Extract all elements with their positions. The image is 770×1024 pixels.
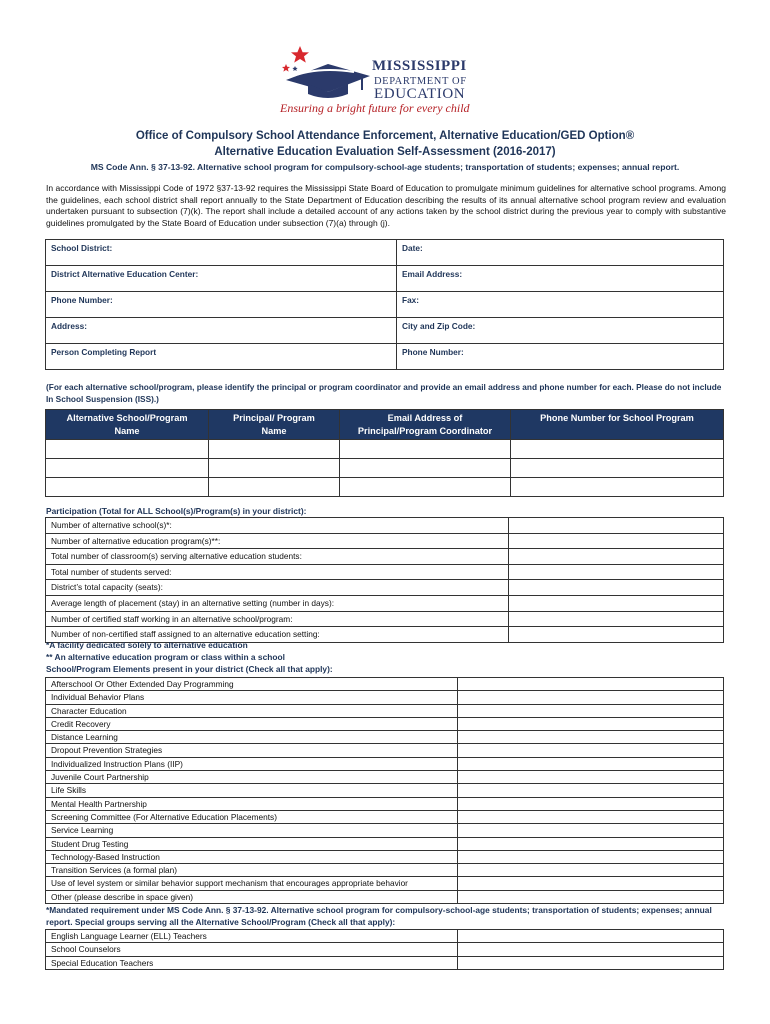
school-program-note: (For each alternative school/program, please identify the principal or program coordinator and provide an email address and phone number for each. Please do not include In School Suspension (ISS).) <box>46 382 722 404</box>
element-row <box>46 691 724 704</box>
participation-label: District’s total capacity (seats): <box>46 580 509 596</box>
participation-label: Average length of placement (stay) in an alternative setting (number in days): <box>46 595 509 611</box>
participation-value-cell[interactable] <box>509 549 724 565</box>
info-row <box>46 292 724 318</box>
logo-line-mississippi: MISSISSIPPI <box>372 58 467 74</box>
school-table-header-row <box>46 410 724 440</box>
participation-value-cell[interactable] <box>509 533 724 549</box>
element-label: Student Drug Testing <box>46 837 458 850</box>
phone-cell[interactable] <box>511 459 724 478</box>
info-field-label[interactable]: Address: <box>46 318 397 344</box>
element-label: Transition Services (a formal plan) <box>46 864 458 877</box>
logo-tagline: Ensuring a bright future for every child <box>280 101 470 115</box>
element-label: Life Skills <box>46 784 458 797</box>
element-label: Screening Committee (For Alternative Education Placements) <box>46 810 458 823</box>
group-label: School Counselors <box>46 943 458 956</box>
info-field-label[interactable]: City and Zip Code: <box>397 318 724 344</box>
program-elements-table <box>45 677 724 904</box>
school-name-cell[interactable] <box>46 459 209 478</box>
participation-row <box>46 564 724 580</box>
element-row <box>46 824 724 837</box>
info-field-label[interactable]: Person Completing Report <box>46 344 397 370</box>
footnote-facility: *A facility dedicated solely to alternative education <box>46 640 248 650</box>
group-row <box>46 943 724 956</box>
mandated-note: *Mandated requirement under MS Code Ann. § 37-13-92. Alternative school program for compulsory-school-age students; transportation of students; expenses; annual report. Special groups serving all the Alternative School/Program (Check all that apply): <box>46 905 712 927</box>
info-row <box>46 266 724 292</box>
email-cell[interactable] <box>340 459 511 478</box>
school-program-table <box>45 409 724 497</box>
logo-line-education: EDUCATION <box>374 86 466 102</box>
group-label: English Language Learner (ELL) Teachers <box>46 930 458 943</box>
participation-row <box>46 518 724 534</box>
participation-label: Total number of classroom(s) serving alternative education students: <box>46 549 509 565</box>
info-field-label[interactable]: School District: <box>46 240 397 266</box>
element-row <box>46 850 724 863</box>
element-label: Service Learning <box>46 824 458 837</box>
element-label: Afterschool Or Other Extended Day Programming <box>46 678 458 691</box>
element-row <box>46 717 724 730</box>
participation-value-cell[interactable] <box>509 595 724 611</box>
participation-label: Total number of students served: <box>46 564 509 580</box>
group-row <box>46 930 724 943</box>
district-info-table <box>45 239 724 370</box>
info-field-label[interactable]: Phone Number: <box>397 344 724 370</box>
participation-label: Number of certified staff working in an alternative school/program: <box>46 611 509 627</box>
element-label: Individual Behavior Plans <box>46 691 458 704</box>
element-label: Use of level system or similar behavior support mechanism that encourages appropriate behavior <box>46 877 458 890</box>
phone-cell[interactable] <box>511 478 724 497</box>
school-name-cell[interactable] <box>46 440 209 459</box>
graduation-cap-star-icon <box>276 44 376 100</box>
group-check-cell[interactable] <box>458 943 724 956</box>
element-label: Juvenile Court Partnership <box>46 771 458 784</box>
element-row <box>46 678 724 691</box>
element-check-cell[interactable] <box>458 810 724 823</box>
element-check-cell[interactable] <box>458 704 724 717</box>
email-cell[interactable] <box>340 440 511 459</box>
principal-name-cell[interactable] <box>209 478 340 497</box>
element-label: Other (please describe in space given) <box>46 890 458 903</box>
header-principal-name: Principal/ Program Name <box>209 410 340 440</box>
participation-row <box>46 580 724 596</box>
group-label: Special Education Teachers <box>46 956 458 969</box>
element-row <box>46 810 724 823</box>
special-groups-table <box>45 929 724 970</box>
element-check-cell[interactable] <box>458 757 724 770</box>
element-check-cell[interactable] <box>458 797 724 810</box>
group-check-cell[interactable] <box>458 956 724 969</box>
principal-name-cell[interactable] <box>209 459 340 478</box>
element-check-cell[interactable] <box>458 890 724 903</box>
element-row <box>46 837 724 850</box>
element-check-cell[interactable] <box>458 837 724 850</box>
principal-name-cell[interactable] <box>209 440 340 459</box>
element-label: Credit Recovery <box>46 717 458 730</box>
header-email-address: Email Address of Principal/Program Coordinator <box>340 410 511 440</box>
info-field-label[interactable]: Email Address: <box>397 266 724 292</box>
group-check-cell[interactable] <box>458 930 724 943</box>
participation-row <box>46 549 724 565</box>
info-field-label[interactable]: District Alternative Education Center: <box>46 266 397 292</box>
element-check-cell[interactable] <box>458 784 724 797</box>
participation-value-cell[interactable] <box>509 611 724 627</box>
header-school-name: Alternative School/Program Name <box>46 410 209 440</box>
participation-value-cell[interactable] <box>509 518 724 534</box>
participation-row <box>46 595 724 611</box>
participation-label: Number of alternative school(s)*: <box>46 518 509 534</box>
element-row <box>46 864 724 877</box>
element-check-cell[interactable] <box>458 864 724 877</box>
elements-heading: School/Program Elements present in your district (Check all that apply): <box>46 664 333 674</box>
participation-value-cell[interactable] <box>509 627 724 643</box>
element-row <box>46 771 724 784</box>
school-entry-row <box>46 459 724 478</box>
element-check-cell[interactable] <box>458 744 724 757</box>
document-title: Office of Compulsory School Attendance Enforcement, Alternative Education/GED Option® <box>135 130 635 142</box>
element-check-cell[interactable] <box>458 877 724 890</box>
school-name-cell[interactable] <box>46 478 209 497</box>
email-cell[interactable] <box>340 478 511 497</box>
footnote-program: ** An alternative education program or class within a school <box>46 652 285 662</box>
participation-row <box>46 611 724 627</box>
logo-line-department: DEPARTMENT OF <box>374 76 467 87</box>
info-row <box>46 344 724 370</box>
element-row <box>46 744 724 757</box>
element-check-cell[interactable] <box>458 771 724 784</box>
phone-cell[interactable] <box>511 440 724 459</box>
participation-value-cell[interactable] <box>509 564 724 580</box>
school-entry-row <box>46 440 724 459</box>
element-label: Individualized Instruction Plans (IIP) <box>46 757 458 770</box>
element-label: Distance Learning <box>46 731 458 744</box>
mde-logo <box>276 44 496 114</box>
element-label: Mental Health Partnership <box>46 797 458 810</box>
info-row <box>46 318 724 344</box>
school-entry-row <box>46 478 724 497</box>
element-check-cell[interactable] <box>458 678 724 691</box>
element-row <box>46 797 724 810</box>
element-label: Character Education <box>46 704 458 717</box>
element-check-cell[interactable] <box>458 731 724 744</box>
info-field-label[interactable]: Phone Number: <box>46 292 397 318</box>
element-row <box>46 757 724 770</box>
intro-paragraph: In accordance with Mississippi Code of 1972 §37-13-92 requires the Mississippi State Board of Education to promulgate minimum guidelines for alternative school programs. Among the guidelines, each school district shall report annually to the State Department of Education describing the results of its annual alternative school program review and evaluation undertaken pursuant to subsection (7)(k). The report shall include a detailed account of any actions taken by the school district during the previous year to comply with substantive guidelines promulgated by the State Board of Education under subsection (7)(a) through (j). <box>46 183 726 229</box>
participation-heading: Participation (Total for ALL School(s)/Program(s) in your district): <box>46 506 307 516</box>
info-field-label[interactable]: Fax: <box>397 292 724 318</box>
info-field-label[interactable]: Date: <box>397 240 724 266</box>
element-row <box>46 731 724 744</box>
element-check-cell[interactable] <box>458 824 724 837</box>
element-label: Dropout Prevention Strategies <box>46 744 458 757</box>
element-row <box>46 784 724 797</box>
header-phone-number: Phone Number for School Program <box>511 410 724 440</box>
info-row <box>46 240 724 266</box>
participation-row <box>46 533 724 549</box>
element-label: Technology-Based Instruction <box>46 850 458 863</box>
element-check-cell[interactable] <box>458 850 724 863</box>
element-row <box>46 704 724 717</box>
document-subtitle: Alternative Education Evaluation Self-Assessment (2016-2017) <box>214 146 556 158</box>
element-row <box>46 890 724 903</box>
group-row <box>46 956 724 969</box>
element-check-cell[interactable] <box>458 717 724 730</box>
element-row <box>46 877 724 890</box>
element-check-cell[interactable] <box>458 691 724 704</box>
participation-value-cell[interactable] <box>509 580 724 596</box>
participation-label: Number of non-certified staff assigned to an alternative education setting: <box>46 627 509 643</box>
participation-table <box>45 517 724 643</box>
participation-label: Number of alternative education program(s)**: <box>46 533 509 549</box>
code-reference: MS Code Ann. § 37-13-92. Alternative school program for compulsory-school-age students; transportation of students; expenses; annual report. <box>90 162 680 172</box>
